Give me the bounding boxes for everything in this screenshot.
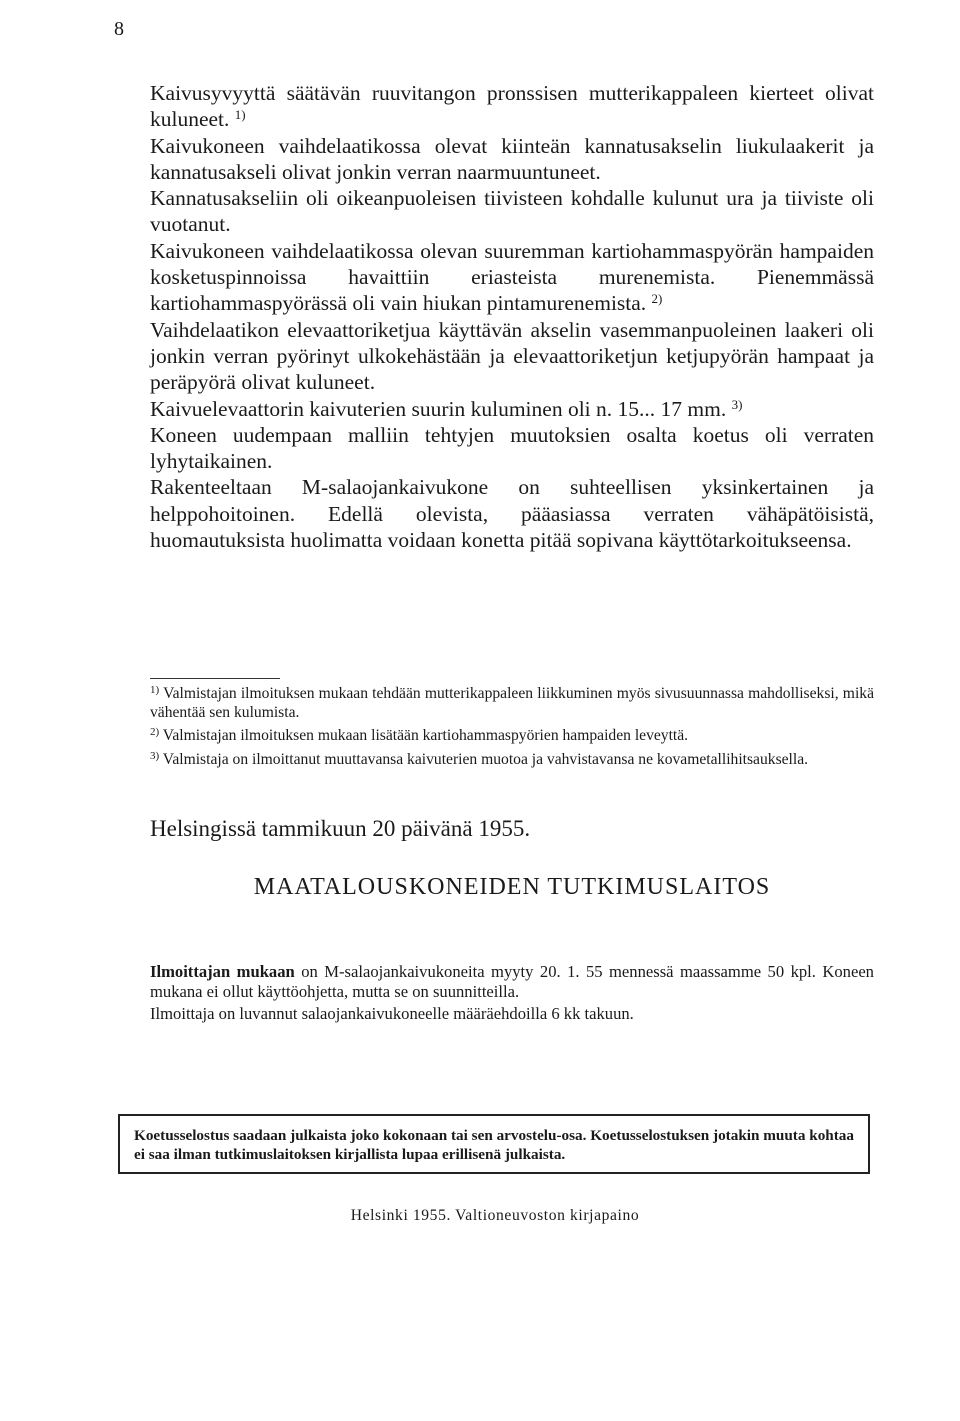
paragraph-text: Vaihdelaatikon elevaattoriketjua käyttävän akselin vasemmanpuoleinen laakeri oli jonkin verran pyörinyt ulkokehästään ja elevaattoriketjun ketjupyörän hampaat ja peräpyörä olivat kuluneet. [150,317,874,395]
printer-imprint: Helsinki 1955. Valtioneuvoston kirjapaino [350,1207,640,1224]
page-number: 8 [114,18,125,40]
publication-rights-text: Koetusselostus saadaan julkaista joko kokonaan tai sen arvostelu-osa. Koetusselostuksen jotakin muuta kohtaa ei saa ilman tutkimuslaitoksen kirjallista lupaa erillisenä julkaista. [134,1127,854,1163]
manufacturer-notice [150,962,874,1023]
notice-lead: Ilmoittajan mukaan [150,962,295,981]
footnote-ref-1: 1) [234,107,246,123]
footnote-divider [150,678,280,679]
paragraph-text: Kaivukoneen vaihdelaatikossa olevat kiinteän kannatusakselin liukulaakerit ja kannatusakseli olivat jonkin verran naarmuuntuneet. [150,133,874,184]
paragraph-conclusion [150,474,874,553]
paragraph-bevel-gears [150,238,874,317]
footnotes [150,684,874,769]
footnote-text: Valmistajan ilmoituksen mukaan tehdään mutterikappaleen liikkuminen myös sivusuunnassa mahdolliseksi, mikä vähentää sen kulumista. [150,685,874,722]
institution-name: MAATALOUSKONEIDEN TUTKIMUSLAITOS [253,874,771,900]
footnote-marker: 2) [150,726,160,739]
footnote-ref-3: 3) [731,396,743,412]
paragraph-new-model [150,422,874,475]
footnote-marker: 1) [150,684,160,696]
publication-rights-box [118,1114,870,1174]
paragraph-blade-wear [150,396,874,422]
paragraph-text: Koneen uudempaan malliin tehtyjen muutoksien osalta koetus oli verraten lyhytaikainen. [150,422,874,474]
paragraph-text: Kaivuelevaattorin kaivuterien suurin kuluminen oli n. 15... 17 mm. [150,396,727,421]
paragraph-text: Kaivukoneen vaihdelaatikossa olevan suuremman kartiohammaspyörän hampaiden kosketuspinnoissa havaittiin eriasteista murenemista. Pienemmässä kartiohammaspyörässä oli vain hiukan pintamurenemista. [150,238,874,316]
paragraph-shaft-seal [150,185,874,238]
warranty-statement: Ilmoittaja on luvannut salaojankaivukoneelle määräehdoilla 6 kk takuun. [150,1003,634,1023]
footnote-marker: 3) [150,749,160,762]
footnote-3 [150,750,874,769]
paragraph-gearbox-bearings [150,133,874,186]
paragraph-text: Rakenteeltaan M-salaojankaivukone on suhteellisen yksinkertainen ja helppohoitoinen. Edellä olevista, pääasiassa verraten vähäpätöisistä, huomautuksista huolimatta voidaan konetta pitää sopivana käyttötarkoitukseensa. [150,475,874,553]
footnote-text: Valmistaja on ilmoittanut muuttavansa kaivuterien muotoa ja vahvistavansa ne kovametallihitsauksella. [162,750,809,768]
sales-text: on M-salaojankaivukoneita myyty 20. 1. 55 mennessä maassamme 50 kpl. Koneen mukana ei ollut käyttöohjetta, mutta se on suunnitteilla. [150,962,874,1001]
dateline: Helsingissä tammikuun 20 päivänä 1955. [150,816,531,841]
sales-statement [150,962,874,1002]
report-body [150,80,874,553]
paragraph-text: Kannatusakseliin oli oikeanpuoleisen tiivisteen kohdalle kulunut ura ja tiiviste oli vuotanut. [150,186,874,237]
paragraph-elevator-chain [150,317,874,396]
paragraph-screw-nut [150,80,874,133]
footnote-text: Valmistajan ilmoituksen mukaan lisätään kartiohammaspyörien hampaiden leveyttä. [162,727,689,745]
paragraph-text: Kaivusyvyyttä säätävän ruuvitangon pronssisen mutterikappaleen kierteet olivat kuluneet. [150,81,874,132]
footnote-1 [150,684,874,722]
footnote-2 [150,726,874,745]
footnote-ref-2: 2) [651,291,663,307]
